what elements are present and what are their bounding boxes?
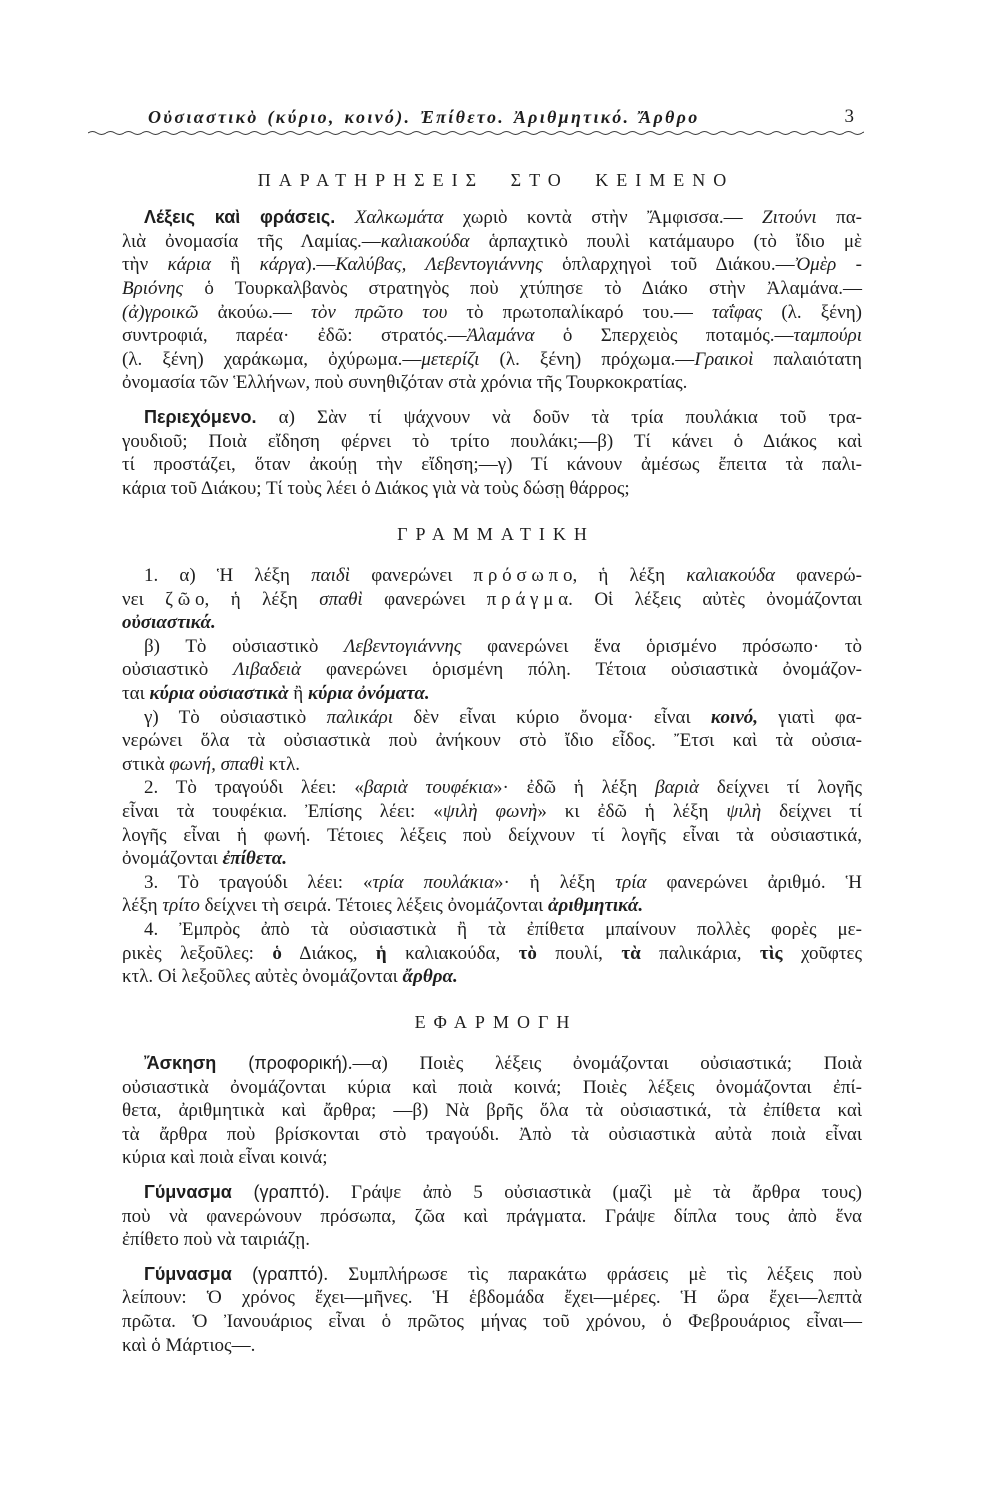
emphasized-text: Βριόνης <box>122 277 184 299</box>
text-segment: κτλ. Οἱ λεξοῦλες αὐτὲς ὀνομάζονται <box>122 966 403 988</box>
text-line <box>122 753 862 777</box>
text-segment: γιατὶ φα- <box>758 706 863 728</box>
text-segment: 2. Τὸ τραγούδι λέει: « <box>144 777 364 799</box>
text-segment: κύρια καὶ ποιὰ εἶναι κοινά; <box>122 1147 328 1169</box>
emphasized-text: ἐπίθετα. <box>222 848 287 870</box>
emphasized-text: ψιλὴ φωνὴ <box>442 801 538 823</box>
page-number: 3 <box>844 106 854 127</box>
running-header-title: Οὐσιαστικὸ (κύριο, κοινό). Ἐπίθετο. Ἀριθμητικό. Ἄρθρο <box>148 107 700 127</box>
emphasized-text: (ἀ)γροικῶ <box>122 301 199 323</box>
text-segment: ἢ <box>211 254 260 276</box>
text-line <box>122 564 862 588</box>
text-line <box>122 635 862 659</box>
text-line <box>122 324 862 348</box>
text-segment: φανερώ- <box>774 565 862 587</box>
lead-in-label: Περιεχόμενο. <box>144 407 257 428</box>
text-segment: οὐσιαστικὰ ὀνομάζονται κύρια καὶ ποιὰ κοινά; Ποιὲς λέξεις ὀνομάζονται ἐπί- <box>122 1076 862 1098</box>
text-segment: φανερώνει ἀριθμό. Ἡ <box>646 871 862 893</box>
emphasized-text: βαριὰ <box>655 777 699 799</box>
text-segment: κάρια τοῦ Διάκου; Τί τοὺς λέει ὁ Διάκος γιὰ νὰ τοὺς δώσῃ θάρρος; <box>122 477 630 499</box>
text-line <box>122 430 862 454</box>
text-segment: συντροφιά, παρέα· ἐδῶ: στρατός.— <box>122 325 467 347</box>
text-segment: πρῶτα. Ὁ Ἰανουάριος εἶναι ὁ πρῶτος μήνας τοῦ χρόνου, ὁ Φεβρουάριος εἶναι— <box>122 1311 862 1333</box>
emphasized-text: ψιλὴ <box>726 801 762 823</box>
text-segment: δείχνει τί λογῆς <box>698 777 862 799</box>
text-segment: καλιακούδα, <box>386 942 519 964</box>
text-segment: δὲν εἶναι κύριο ὄνομα· εἶναι <box>393 706 711 728</box>
text-segment: λείπουν: Ὁ χρόνος ἔχει—μῆνες. Ἡ ἑβδομάδα ἔχει—μέρες. Ἡ ὥρα ἔχει—λεπτὰ <box>122 1287 862 1309</box>
text-segment: 3. Τὸ τραγούδι λέει: « <box>144 871 373 893</box>
text-line <box>122 453 862 477</box>
text-line <box>122 965 862 989</box>
emphasized-text: Καλύβας, Λεβεντογιάννης <box>335 254 543 276</box>
lead-in-label: Λέξεις καὶ φράσεις. <box>144 207 336 228</box>
text-segment: Διάκος, <box>281 942 376 964</box>
emphasized-text: κάργα <box>259 254 306 276</box>
text-segment: ἁρπαχτικὸ πουλὶ κατάμαυρο (τὸ ἴδιο μὲ <box>469 230 862 252</box>
text-line <box>122 230 862 254</box>
text-line <box>122 206 862 230</box>
letter-spaced-word: π ρ ό σ ω π ο <box>473 565 573 587</box>
emphasized-text: Ὀμὲρ - <box>794 254 862 276</box>
text-segment: φανερώνει <box>350 565 474 587</box>
text-segment: ἢ <box>288 683 308 705</box>
text-line <box>122 1099 862 1123</box>
emphasized-text: παλικάρι <box>326 706 394 728</box>
emphasized-text: βαριὰ τουφέκια <box>363 777 493 799</box>
written-exercise-2-paragraph <box>122 1263 862 1357</box>
text-segment: φανερώνει ὁρισμένη πόλη. Τέτοια οὐσιαστικὰ ὀνομάζον- <box>301 659 862 681</box>
text-line <box>122 253 862 277</box>
text-segment: (γραπτό) <box>231 1263 324 1284</box>
emphasized-text: ἀριθμητικά. <box>548 895 644 917</box>
grammar-paragraph-1c <box>122 706 862 777</box>
text-line <box>122 847 862 871</box>
emphasized-text: καλιακούδα <box>380 230 470 252</box>
page-content <box>122 0 862 1357</box>
emphasized-text: οὐσιαστικά. <box>122 612 216 634</box>
letter-spaced-word: π ρ ά γ μ α <box>486 588 569 610</box>
text-segment: εἶναι τὰ τουφέκια. Ἐπίσης λέει: « <box>122 801 443 823</box>
text-segment: φανερώνει ἕνα ὁρισμένο πρόσωπο· τὸ <box>461 635 862 657</box>
letter-spaced-word: ζ ῶ ο <box>165 588 205 610</box>
emphasized-text: ὁ <box>272 942 282 964</box>
emphasized-text: μετερίζι <box>421 348 480 370</box>
lead-in-label: Γύμνασμα <box>144 1263 232 1284</box>
text-segment: ἀκούω.— <box>198 301 312 323</box>
section-heading-grammar: ΓΡΑΜΜΑΤΙΚΗ <box>397 523 595 544</box>
emphasized-text: τρίτο <box>162 895 200 917</box>
text-segment: 4. Ἐμπρὸς ἀπὸ τὰ οὐσιαστικὰ ἢ τὰ ἐπίθετα μπαίνουν πολλὲς φορὲς με- <box>144 918 862 940</box>
text-segment: δείχνει τί <box>761 801 863 823</box>
text-segment: πα- <box>816 207 862 229</box>
text-segment: ὁπλαρχηγοὶ τοῦ Διάκου.— <box>542 254 795 276</box>
grammar-paragraph-4 <box>122 918 862 989</box>
emphasized-text: ἡ <box>375 942 387 964</box>
text-segment: παλικάρια, <box>640 942 760 964</box>
text-line <box>122 706 862 730</box>
text-segment: , ἡ λέξη <box>572 565 687 587</box>
emphasized-text: Γραικοὶ <box>694 348 754 370</box>
content-questions-paragraph <box>122 406 862 500</box>
text-line <box>122 776 862 800</box>
text-segment: ρικὲς λεξοῦλες: <box>122 942 273 964</box>
text-line <box>122 871 862 895</box>
text-segment: δείχνει τὴ σειρά. Τέτοιες λέξεις ὀνομάζονται <box>199 895 549 917</box>
text-line <box>122 348 862 372</box>
text-line <box>122 1286 862 1310</box>
text-line <box>122 371 862 395</box>
text-line <box>122 277 862 301</box>
emphasized-text: τρία <box>615 871 647 893</box>
text-line <box>122 824 862 848</box>
text-line <box>122 1076 862 1100</box>
text-line <box>122 477 862 501</box>
emphasized-text: τὸ <box>518 942 537 964</box>
section-heading-observations: ΠΑΡΑΤΗΡΗΣΕΙΣ ΣΤΟ ΚΕΙΜΕΝΟ <box>257 170 735 190</box>
text-line <box>122 682 862 706</box>
text-segment: γουδιοῦ; Ποιὰ εἴδηση φέρνει τὸ τρίτο πουλάκι;—β) Τί κάνει ὁ Διάκος καὶ <box>122 430 862 452</box>
text-line <box>122 301 862 325</box>
text-segment: ὀνομασία τῶν Ἑλλήνων, ποὺ συνηθιζόταν στὰ χρόνια τῆς Τουρκοκρατίας. <box>122 372 688 394</box>
text-line <box>122 658 862 682</box>
text-line <box>122 1263 862 1287</box>
text-line <box>122 918 862 942</box>
text-segment: λέξη <box>122 895 163 917</box>
grammar-paragraph-1a <box>122 564 862 635</box>
oral-exercise-paragraph <box>122 1052 862 1170</box>
text-line <box>122 1123 862 1147</box>
emphasized-text: καλιακούδα <box>686 565 775 587</box>
text-segment: ποὺ νὰ φανερώνουν πρόσωπα, ζῶα καὶ πράγματα. Γράψε δίπλα τους ἀπὸ ἕνα <box>122 1205 862 1227</box>
emphasized-text: ταΐφας <box>712 301 763 323</box>
text-segment: ).— <box>305 254 336 276</box>
grammar-paragraph-2 <box>122 776 862 870</box>
text-segment: στικὰ <box>122 753 170 775</box>
text-segment: (γραπτό) <box>231 1181 325 1202</box>
emphasized-text: ἄρθρα. <box>402 966 458 988</box>
text-segment: ὁ Σπερχειὸς ποταμός.— <box>534 325 794 347</box>
text-segment: καὶ ὁ Μάρτιος—. <box>122 1334 256 1356</box>
text-segment: τὰ ἄρθρα ποὺ βρίσκονται στὸ τραγούδι. Ἀπὸ τὰ οὐσιαστικὰ αὐτὰ ποιὰ εἶναι <box>122 1123 862 1145</box>
text-line <box>122 1146 862 1170</box>
text-segment: (λ. ξένη) πρόχωμα.— <box>479 348 695 370</box>
text-segment: . Συμπλήρωσε τὶς παρακάτω φράσεις μὲ τὶς λέξεις ποὺ <box>323 1263 862 1285</box>
grammar-paragraph-3 <box>122 871 862 918</box>
emphasized-text: τὸν πρῶτο του <box>311 301 448 323</box>
text-segment: ὁ Τουρκαλβανὸς στρατηγὸς ποὺ χτύπησε τὸ Διάκο στὴν Ἀλαμάνα.— <box>183 277 862 299</box>
emphasized-text: Χαλκωμάτα <box>335 207 444 229</box>
lead-in-label: Γύμνασμα <box>144 1181 232 1202</box>
text-segment: . Γράψε ἀπὸ 5 οὐσιαστικὰ (μαζὶ μὲ τὰ ἄρθρα τους) <box>324 1181 862 1203</box>
text-segment: ὀνομάζονται <box>122 848 223 870</box>
text-segment: »· ἡ λέξη <box>493 871 616 893</box>
text-line <box>122 894 862 918</box>
emphasized-text: Ζιτούνι <box>762 207 817 229</box>
emphasized-text: κύρια οὐσιαστικὰ <box>149 683 289 705</box>
emphasized-text: τὰ <box>621 942 641 964</box>
text-segment: λιὰ ὀνομασία τῆς Λαμίας.— <box>122 230 381 252</box>
text-segment: (προφορική) <box>216 1052 348 1073</box>
grammar-paragraph-1b <box>122 635 862 706</box>
text-segment: , ἡ λέξη <box>204 588 320 610</box>
text-segment: πουλί, <box>536 942 622 964</box>
text-segment: οὐσιαστικὸ <box>122 659 234 681</box>
text-segment: χοῦφτες <box>782 942 862 964</box>
text-segment: (λ. ξένη) <box>762 301 863 323</box>
emphasized-text: κοινό, <box>710 706 759 728</box>
text-segment: λογῆς εἶναι ἡ φωνή. Τέτοιες λέξεις ποὺ δείχνουν τί λογῆς εἶναι τὰ οὐσιαστικά, <box>122 824 862 846</box>
text-segment: θετα, ἀριθμητικὰ καὶ ἄρθρα; —β) Νὰ βρῆς ὅλα τὰ οὐσιαστικά, τὰ ἐπίθετα καὶ <box>122 1100 862 1122</box>
lead-in-label: Ἄσκηση <box>144 1052 217 1073</box>
text-line <box>122 611 862 635</box>
emphasized-text: τρία πουλάκια <box>372 871 494 893</box>
text-segment: χωριὸ κοντὰ στὴν Ἄμφισσα.— <box>443 207 763 229</box>
emphasized-text: φωνή, σπαθὶ <box>169 753 265 775</box>
text-segment: ἐπίθετο ποὺ νὰ ταιριάζῃ. <box>122 1229 310 1251</box>
text-segment: .—α) Ποιὲς λέξεις ὀνομάζονται οὐσιαστικά; Ποιὰ <box>347 1052 863 1074</box>
text-line <box>122 1228 862 1252</box>
text-segment: παλαιότατη <box>753 348 862 370</box>
text-line <box>122 1334 862 1358</box>
text-line <box>122 1310 862 1334</box>
text-line <box>122 1181 862 1205</box>
text-line <box>122 406 862 430</box>
section-heading-application: ΕΦΑΡΜΟΓΗ <box>414 1011 578 1032</box>
text-line <box>122 1205 862 1229</box>
text-segment: » κι ἐδῶ ἡ λέξη <box>537 801 727 823</box>
text-line <box>122 588 862 612</box>
text-segment: 1. α) Ἡ λέξη <box>144 565 312 587</box>
text-segment: τί προστάζει, ὅταν ἀκούῃ τὴν εἴδηση;—γ) Τί κάνουν ἀμέσως ἔπειτα τὰ παλι- <box>122 454 862 476</box>
emphasized-text: Ἀλαμάνα <box>466 325 535 347</box>
text-segment: α) Σὰν τί ψάχνουν νὰ δοῦν τὰ τρία πουλάκια τοῦ τρα- <box>256 407 862 429</box>
text-segment: γ) Τὸ οὐσιαστικὸ <box>144 706 327 728</box>
text-segment: »· ἐδῶ ἡ λέξη <box>492 777 656 799</box>
text-segment: . Οἱ λέξεις αὐτὲς ὀνομάζονται <box>568 588 862 610</box>
emphasized-text: σπαθὶ <box>319 588 363 610</box>
emphasized-text: παιδὶ <box>311 565 351 587</box>
emphasized-text: κύρια ὀνόματα. <box>307 683 430 705</box>
emphasized-text: Λιβαδειὰ <box>233 659 302 681</box>
words-and-phrases-paragraph <box>122 206 862 395</box>
text-segment: (λ. ξένη) χαράκωμα, ὀχύρωμα.— <box>122 348 422 370</box>
emphasized-text: τὶς <box>759 942 783 964</box>
written-exercise-1-paragraph <box>122 1181 862 1252</box>
text-segment: β) Τὸ οὐσιαστικὸ <box>144 635 345 657</box>
text-line <box>122 729 862 753</box>
text-line <box>122 800 862 824</box>
text-line <box>122 1052 862 1076</box>
text-segment: κτλ. <box>264 753 300 775</box>
text-segment: τὴν <box>122 254 168 276</box>
text-segment: νερώνει ὅλα τὰ οὐσιαστικὰ ποὺ ἀνήκουν στὸ ἴδιο εἶδος. Ἔτσι καὶ τὰ οὐσια- <box>122 730 862 752</box>
text-segment: νει <box>122 588 166 610</box>
text-segment: τὸ πρωτοπαλίκαρό του.— <box>447 301 712 323</box>
text-segment: ται <box>122 683 150 705</box>
emphasized-text: κάρια <box>167 254 211 276</box>
emphasized-text: Λεβεντογιάννης <box>344 635 462 657</box>
text-segment: φανερώνει <box>362 588 487 610</box>
emphasized-text: ταμπούρι <box>793 325 862 347</box>
text-line <box>122 942 862 966</box>
